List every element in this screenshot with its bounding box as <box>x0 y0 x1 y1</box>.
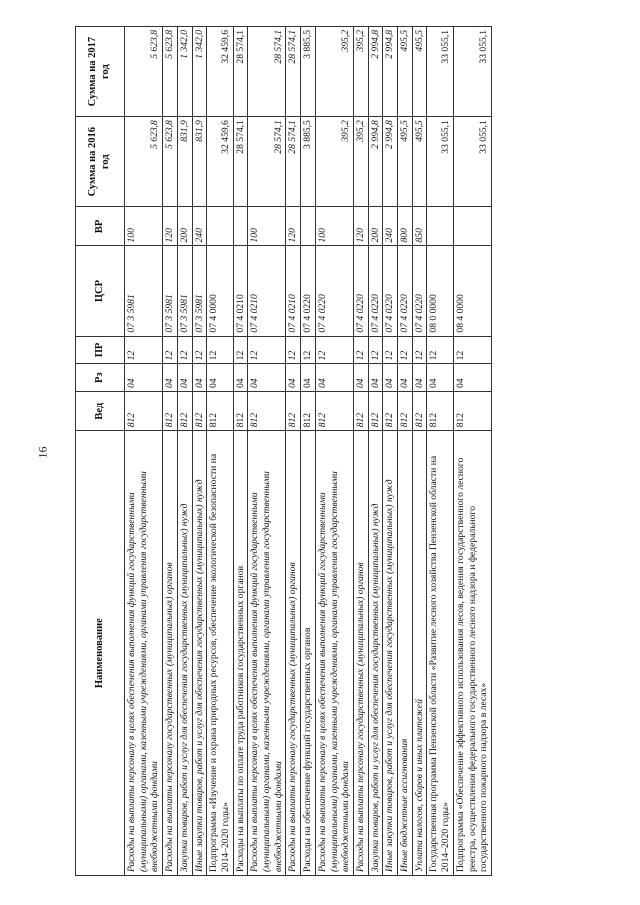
cell-sum-2017: 28 574,1 <box>286 27 301 117</box>
cell-pr: 12 <box>427 336 453 364</box>
cell-pr: 12 <box>353 336 368 364</box>
cell-name: Закупка товаров, работ и услуг для обеспечения государственных (муниципальных) нужд <box>368 431 383 876</box>
cell-sum-2016: 28 574,1 <box>233 117 248 207</box>
table-row <box>453 27 491 876</box>
cell-csr: 07 4 0220 <box>383 246 398 336</box>
cell-sum-2017: 33 055,1 <box>427 27 453 117</box>
cell-name: Подпрограмма «Обеспечение эффективного использования лесов, ведения государственного лесного реестра, осуществления федерального государственного лесного надзора и федерального государственного пожарного надзора в лесах» <box>453 431 491 876</box>
cell-ved: 812 <box>207 392 233 431</box>
table-row <box>286 27 301 876</box>
cell-name: Подпрограмма «Изучение и охрана природных ресурсов, обеспечение экологической безопасности на 2014–2020 годы» <box>207 431 233 876</box>
cell-sum-2017: 1 342,0 <box>192 27 207 117</box>
cell-sum-2016: 32 459,6 <box>207 117 233 207</box>
cell-name: Иные бюджетные ассигнования <box>398 431 413 876</box>
cell-pr: 12 <box>453 336 491 364</box>
header-sum-2016: Сумма на 2016 год <box>76 117 125 207</box>
cell-ved: 812 <box>233 392 248 431</box>
cell-ved: 812 <box>248 392 286 431</box>
cell-vr: 120 <box>163 207 178 246</box>
cell-csr: 07 3 5981 <box>192 246 207 336</box>
cell-pr: 12 <box>163 336 178 364</box>
cell-sum-2017: 28 574,1 <box>248 27 286 117</box>
cell-name: Иные закупки товаров, работ и услуг для обеспечения государственных (муниципальных) нужд <box>192 431 207 876</box>
cell-name: Государственная программа Пензенской области «Развитие лесного хозяйства Пензенской области на 2014–2020 годы» <box>427 431 453 876</box>
cell-sum-2016: 2 994,8 <box>368 117 383 207</box>
cell-vr: 850 <box>412 207 427 246</box>
cell-pr: 12 <box>383 336 398 364</box>
cell-sum-2016: 28 574,1 <box>248 117 286 207</box>
cell-sum-2016: 395,2 <box>353 117 368 207</box>
table-body <box>125 27 492 876</box>
table-row <box>353 27 368 876</box>
table-row <box>398 27 413 876</box>
cell-vr: 240 <box>192 207 207 246</box>
table-row <box>427 27 453 876</box>
cell-sum-2017: 3 885,5 <box>301 27 316 117</box>
cell-rz: 04 <box>368 364 383 392</box>
cell-sum-2017: 2 994,8 <box>383 27 398 117</box>
cell-ved: 812 <box>368 392 383 431</box>
header-sum-2017: Сумма на 2017 год <box>76 27 125 117</box>
table-row <box>163 27 178 876</box>
cell-sum-2016: 831,9 <box>177 117 192 207</box>
cell-sum-2016: 5 623,8 <box>163 117 178 207</box>
cell-csr: 07 4 0220 <box>368 246 383 336</box>
cell-vr: 100 <box>248 207 286 246</box>
cell-rz: 04 <box>207 364 233 392</box>
cell-sum-2017: 2 994,8 <box>368 27 383 117</box>
cell-sum-2016: 33 055,1 <box>453 117 491 207</box>
cell-rz: 04 <box>192 364 207 392</box>
budget-table <box>75 26 492 876</box>
cell-sum-2017: 28 574,1 <box>233 27 248 117</box>
cell-rz: 04 <box>125 364 163 392</box>
cell-pr: 12 <box>125 336 163 364</box>
cell-sum-2017: 395,2 <box>353 27 368 117</box>
cell-csr: 07 4 0220 <box>353 246 368 336</box>
cell-ved: 812 <box>163 392 178 431</box>
cell-rz: 04 <box>412 364 427 392</box>
cell-rz: 04 <box>353 364 368 392</box>
cell-ved: 812 <box>286 392 301 431</box>
cell-sum-2017: 5 623,8 <box>163 27 178 117</box>
table-row <box>177 27 192 876</box>
cell-ved: 812 <box>353 392 368 431</box>
header-rz: Рз <box>76 364 125 392</box>
table-row <box>207 27 233 876</box>
cell-ved: 812 <box>315 392 353 431</box>
table-row <box>192 27 207 876</box>
cell-sum-2016: 495,5 <box>398 117 413 207</box>
cell-csr: 07 4 0220 <box>315 246 353 336</box>
table-header-row <box>76 27 125 876</box>
cell-sum-2017: 1 342,0 <box>177 27 192 117</box>
cell-name: Иные закупки товаров, работ и услуг для обеспечения государственных (муниципальных) нужд <box>383 431 398 876</box>
cell-name: Расходы на выплаты персоналу в целях обеспечения выполнения функций государственными (муниципальными) органами, казенными учреждениями, органами управления государственными внебюджетными фондами <box>125 431 163 876</box>
cell-pr: 12 <box>177 336 192 364</box>
cell-pr: 12 <box>315 336 353 364</box>
cell-csr: 07 3 5981 <box>177 246 192 336</box>
table-row <box>383 27 398 876</box>
cell-ved: 812 <box>125 392 163 431</box>
header-vr: ВР <box>76 207 125 246</box>
cell-ved: 812 <box>192 392 207 431</box>
cell-ved: 812 <box>177 392 192 431</box>
cell-pr: 12 <box>301 336 316 364</box>
cell-vr <box>427 207 453 246</box>
cell-sum-2017: 495,5 <box>412 27 427 117</box>
cell-csr: 07 3 5981 <box>163 246 178 336</box>
cell-csr: 07 4 0210 <box>233 246 248 336</box>
cell-pr: 12 <box>192 336 207 364</box>
cell-csr: 07 4 0210 <box>286 246 301 336</box>
cell-sum-2017: 5 623,8 <box>125 27 163 117</box>
cell-rz: 04 <box>315 364 353 392</box>
page-number: 16 <box>35 446 50 459</box>
cell-sum-2016: 495,5 <box>412 117 427 207</box>
cell-sum-2017: 32 459,6 <box>207 27 233 117</box>
cell-csr: 08 0 0000 <box>427 246 453 336</box>
cell-vr <box>207 207 233 246</box>
cell-vr: 800 <box>398 207 413 246</box>
cell-ved: 812 <box>301 392 316 431</box>
cell-sum-2016: 2 994,8 <box>383 117 398 207</box>
table-row <box>368 27 383 876</box>
header-name: Наименование <box>76 431 125 876</box>
cell-pr: 12 <box>398 336 413 364</box>
cell-vr: 120 <box>286 207 301 246</box>
cell-vr: 100 <box>315 207 353 246</box>
cell-pr: 12 <box>412 336 427 364</box>
cell-pr: 12 <box>207 336 233 364</box>
header-pr: ПР <box>76 336 125 364</box>
cell-rz: 04 <box>301 364 316 392</box>
table-row <box>125 27 163 876</box>
cell-ved: 812 <box>398 392 413 431</box>
cell-pr: 12 <box>286 336 301 364</box>
cell-csr: 07 4 0210 <box>248 246 286 336</box>
cell-vr: 240 <box>383 207 398 246</box>
cell-vr: 100 <box>125 207 163 246</box>
cell-csr: 07 4 0220 <box>398 246 413 336</box>
cell-pr: 12 <box>368 336 383 364</box>
cell-name: Расходы на выплаты персоналу государственных (муниципальных) органов <box>163 431 178 876</box>
cell-sum-2016: 33 055,1 <box>427 117 453 207</box>
cell-rz: 04 <box>163 364 178 392</box>
cell-csr: 07 4 0000 <box>207 246 233 336</box>
header-ved: Вед <box>76 392 125 431</box>
cell-ved: 812 <box>453 392 491 431</box>
table-row <box>315 27 353 876</box>
cell-csr: 07 4 0220 <box>412 246 427 336</box>
cell-ved: 812 <box>383 392 398 431</box>
cell-name: Расходы на выплаты по оплате труда работников государственных органов <box>233 431 248 876</box>
cell-vr <box>453 207 491 246</box>
cell-sum-2016: 395,2 <box>315 117 353 207</box>
rotated-table-wrapper <box>75 26 572 876</box>
cell-sum-2017: 33 055,1 <box>453 27 491 117</box>
cell-name: Расходы на выплаты персоналу в целях обеспечения выполнения функций государственными (муниципальными) органами, казенными учреждениями, органами управления государственными внебюджетными фондами <box>248 431 286 876</box>
cell-rz: 04 <box>177 364 192 392</box>
cell-pr: 12 <box>233 336 248 364</box>
table-row <box>301 27 316 876</box>
cell-name: Уплата налогов, сборов и иных платежей <box>412 431 427 876</box>
cell-rz: 04 <box>453 364 491 392</box>
cell-csr: 07 3 5981 <box>125 246 163 336</box>
cell-csr: 07 4 0220 <box>301 246 316 336</box>
cell-vr: 200 <box>177 207 192 246</box>
cell-csr: 08 4 0000 <box>453 246 491 336</box>
cell-sum-2017: 495,5 <box>398 27 413 117</box>
cell-vr <box>301 207 316 246</box>
cell-rz: 04 <box>427 364 453 392</box>
cell-name: Расходы на выплаты персоналу государственных (муниципальных) органов <box>286 431 301 876</box>
cell-sum-2016: 3 885,5 <box>301 117 316 207</box>
cell-ved: 812 <box>412 392 427 431</box>
cell-name: Закупка товаров, работ и услуг для обеспечения государственных (муниципальных) нужд <box>177 431 192 876</box>
cell-ved: 812 <box>427 392 453 431</box>
cell-rz: 04 <box>248 364 286 392</box>
cell-rz: 04 <box>233 364 248 392</box>
cell-vr <box>233 207 248 246</box>
cell-vr: 120 <box>353 207 368 246</box>
table-row <box>412 27 427 876</box>
cell-sum-2016: 831,9 <box>192 117 207 207</box>
cell-pr: 12 <box>248 336 286 364</box>
table-row <box>233 27 248 876</box>
cell-sum-2016: 5 623,8 <box>125 117 163 207</box>
cell-name: Расходы на обеспечение функций государственных органов <box>301 431 316 876</box>
header-csr: ЦСР <box>76 246 125 336</box>
cell-sum-2017: 395,2 <box>315 27 353 117</box>
cell-rz: 04 <box>398 364 413 392</box>
cell-rz: 04 <box>383 364 398 392</box>
cell-name: Расходы на выплаты персоналу в целях обеспечения выполнения функций государственными (муниципальными) органами, казенными учреждениями, органами управления государственными внебюджетными фондами <box>315 431 353 876</box>
table-row <box>248 27 286 876</box>
cell-sum-2016: 28 574,1 <box>286 117 301 207</box>
cell-name: Расходы на выплаты персоналу государственных (муниципальных) органов <box>353 431 368 876</box>
cell-vr: 200 <box>368 207 383 246</box>
cell-rz: 04 <box>286 364 301 392</box>
